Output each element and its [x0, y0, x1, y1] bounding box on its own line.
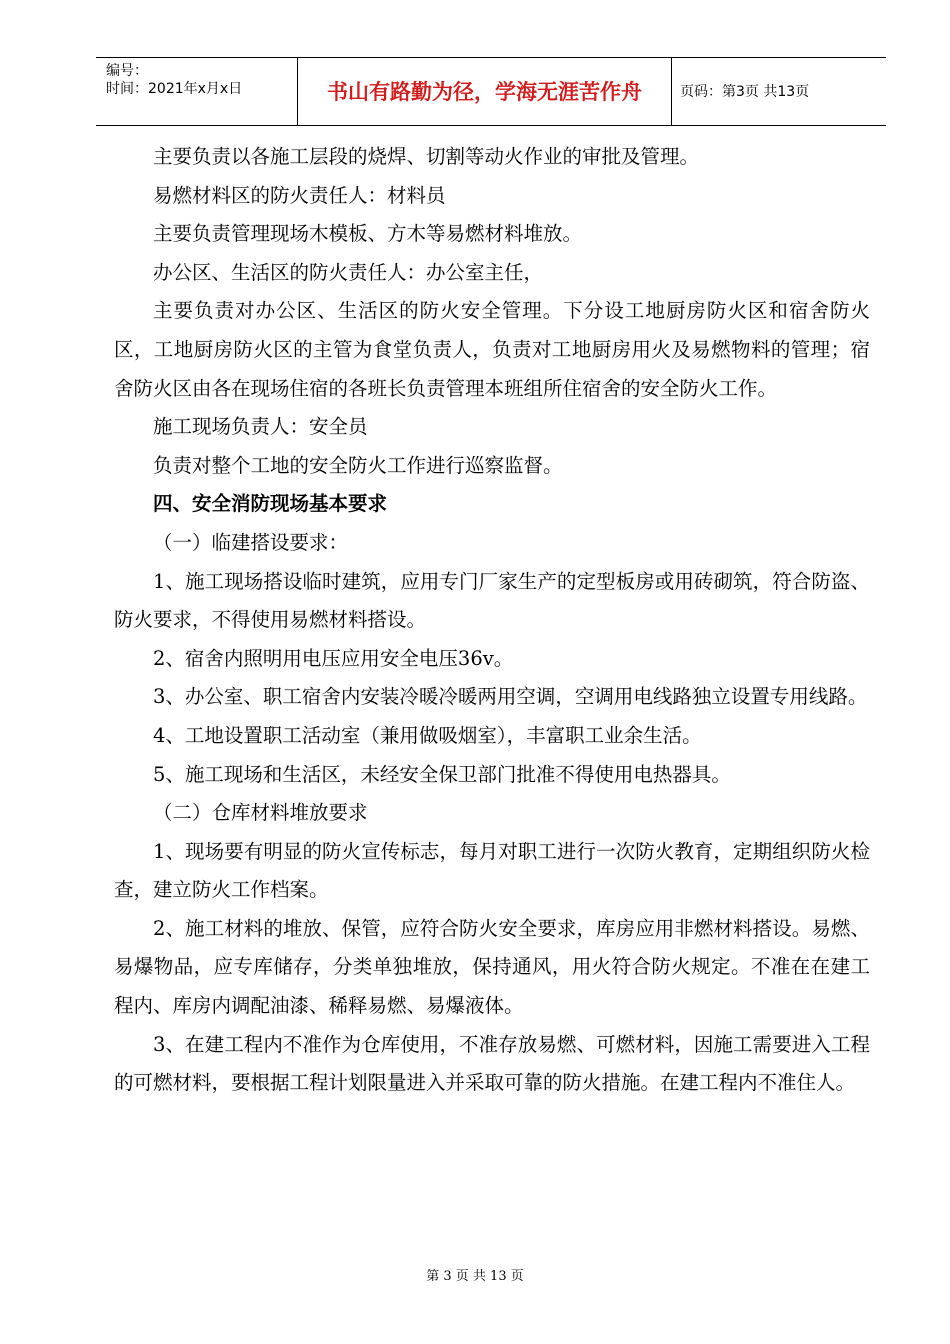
header-page-label: 页码：第3页 共13页 — [680, 84, 810, 100]
document-body — [114, 138, 870, 1103]
paragraph: 2、施工材料的堆放、保管，应符合防火安全要求，库房应用非燃材料搭设。易燃、易爆物品，应专库储存，分类单独堆放，保持通风，用火符合防火规定。不准在在建工程内、库房内调配油漆、稀释易燃、易爆液体。 — [114, 916, 870, 1018]
paragraph: 主要负责对办公区、生活区的防火安全管理。下分设工地厨房防火区和宿舍防火区，工地厨房防火区的主管为食堂负责人，负责对工地厨房用火及易燃物料的管理；宿舍防火区由各在现场住宿的各班长负责管理本班组所住宿舍的安全防火工作。 — [114, 299, 870, 400]
paragraph: 2、宿舍内照明用电压应用安全电压36v。 — [153, 646, 514, 670]
paragraph: 5、施工现场和生活区，未经安全保卫部门批准不得使用电热器具。 — [153, 762, 731, 786]
header-number-label: 编号： — [106, 63, 148, 79]
paragraph: 办公区、生活区的防火责任人：办公室主任， — [153, 260, 544, 284]
header-top-rule — [96, 57, 886, 58]
header-motto: 书山有路勤为径，学海无涯苦作舟 — [327, 80, 642, 104]
subsection-heading: （一）临建搭设要求： — [153, 530, 349, 554]
paragraph: 主要负责以各施工层段的烧焊、切割等动火作业的审批及管理。 — [153, 145, 700, 168]
paragraph: 3、在建工程内不准作为仓库使用，不准存放易燃、可燃材料，因施工需要进入工程的可燃材料，要根据工程计划限量进入并采取可靠的防火措施。在建工程内不准住人。 — [114, 1032, 870, 1095]
page-footer: 第 3 页 共 13 页 — [426, 1269, 524, 1284]
paragraph: 3、办公室、职工宿舍内安装冷暖冷暖两用空调，空调用电线路独立设置专用线路。 — [153, 685, 868, 709]
paragraph: 1、现场要有明显的防火宣传标志，每月对职工进行一次防火教育，定期组织防火检查，建立防火工作档案。 — [114, 839, 870, 902]
paragraph: 4、工地设置职工活动室（兼用做吸烟室），丰富职工业余生活。 — [153, 723, 702, 747]
paragraph: 易燃材料区的防火责任人：材料员 — [153, 183, 446, 207]
paragraph: 负责对整个工地的安全防火工作进行巡察监督。 — [153, 453, 563, 477]
subsection-heading: （二）仓库材料堆放要求 — [153, 801, 368, 825]
header-bottom-rule — [96, 125, 886, 126]
paragraph: 1、施工现场搭设临时建筑，应用专门厂家生产的定型板房或用砖砌筑，符合防盗、防火要求，不得使用易燃材料搭设。 — [114, 569, 870, 632]
header-divider — [671, 58, 672, 125]
paragraph: 施工现场负责人：安全员 — [153, 415, 368, 439]
header-time-label: 时间：2021年x月x日 — [106, 81, 243, 97]
paragraph: 主要负责管理现场木模板、方木等易燃材料堆放。 — [153, 222, 583, 246]
section-heading: 四、安全消防现场基本要求 — [153, 492, 388, 516]
